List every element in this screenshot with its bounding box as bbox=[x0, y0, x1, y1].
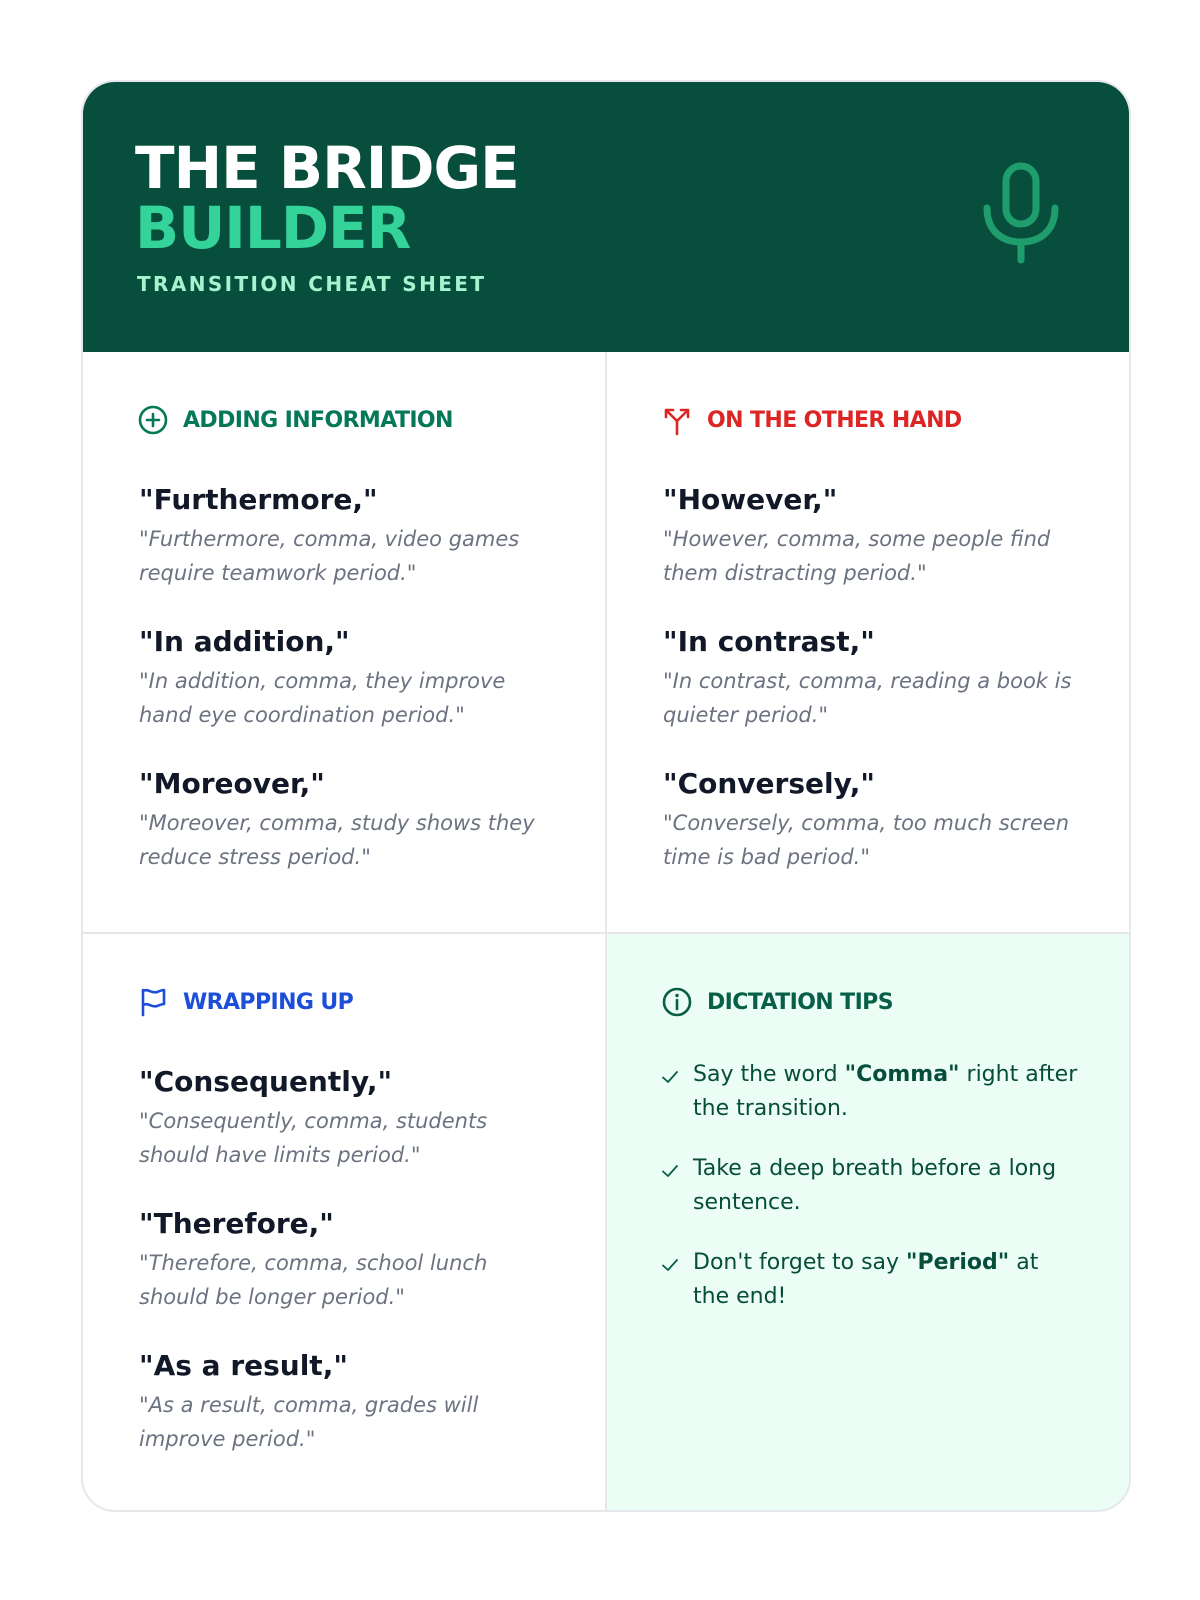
section-header bbox=[661, 986, 893, 1018]
phrase-list bbox=[139, 482, 559, 908]
tip-item bbox=[661, 1152, 1081, 1220]
check-icon bbox=[661, 1256, 679, 1274]
example-sentence: "Furthermore, comma, video games require teamwork period." bbox=[139, 527, 520, 585]
example-sentence: "Conversely, comma, too much screen time is bad period." bbox=[663, 811, 1070, 869]
section-title: ADDING INFORMATION bbox=[183, 407, 453, 433]
transition-phrase: "As a result," bbox=[139, 1349, 348, 1382]
check-icon bbox=[661, 1162, 679, 1180]
tip-text: at the end! bbox=[693, 1250, 1039, 1309]
tip-text: right after the transition. bbox=[693, 1062, 1078, 1121]
list-item bbox=[139, 1064, 559, 1206]
transition-phrase: "In addition," bbox=[139, 625, 350, 658]
transition-phrase: "Moreover," bbox=[139, 767, 325, 800]
example-sentence: "Consequently, comma, students should have limits period." bbox=[139, 1109, 488, 1167]
example-sentence: "In addition, comma, they improve hand eye coordination period." bbox=[139, 669, 506, 727]
info-circle-icon bbox=[661, 986, 693, 1018]
section-header bbox=[137, 404, 453, 436]
section-adding-information bbox=[83, 352, 607, 934]
tip-keyword: "Comma" bbox=[844, 1062, 960, 1087]
list-item bbox=[139, 1206, 559, 1348]
example-sentence: "In contrast, comma, reading a book is quieter period." bbox=[663, 669, 1072, 727]
header-banner bbox=[83, 82, 1129, 352]
example-sentence: "As a result, comma, grades will improve period." bbox=[139, 1393, 479, 1451]
tips-list bbox=[661, 1058, 1081, 1340]
section-title: WRAPPING UP bbox=[183, 989, 354, 1015]
list-item bbox=[139, 624, 559, 766]
transition-phrase: "Consequently," bbox=[139, 1065, 393, 1098]
tip-keyword: "Period" bbox=[906, 1250, 1010, 1275]
subtitle: TRANSITION CHEAT SHEET bbox=[137, 272, 487, 296]
plus-circle-icon bbox=[137, 404, 169, 436]
section-header bbox=[137, 986, 353, 1018]
list-item bbox=[663, 624, 1083, 766]
transition-phrase: "Conversely," bbox=[663, 767, 875, 800]
transition-phrase: "In contrast," bbox=[663, 625, 875, 658]
list-item bbox=[139, 482, 559, 624]
cheat-sheet-card bbox=[81, 80, 1131, 1512]
section-title: DICTATION TIPS bbox=[707, 989, 893, 1015]
section-dictation-tips bbox=[607, 934, 1131, 1512]
tip-text: Take a deep breath before a long sentence. bbox=[693, 1156, 1057, 1215]
list-item bbox=[663, 482, 1083, 624]
tip-text: Say the word bbox=[693, 1062, 845, 1087]
microphone-icon bbox=[981, 162, 1061, 266]
transition-phrase: "Therefore," bbox=[139, 1207, 334, 1240]
example-sentence: "However, comma, some people find them distracting period." bbox=[663, 527, 1051, 585]
tip-item bbox=[661, 1058, 1081, 1126]
tip-item bbox=[661, 1246, 1081, 1314]
list-item bbox=[139, 766, 559, 908]
phrase-list bbox=[139, 1064, 559, 1490]
section-on-the-other-hand bbox=[607, 352, 1131, 934]
tip-text: Don't forget to say bbox=[693, 1250, 907, 1275]
split-arrows-icon bbox=[661, 404, 693, 436]
title-line-1: THE BRIDGE bbox=[135, 134, 519, 202]
flag-icon bbox=[137, 986, 169, 1018]
example-sentence: "Moreover, comma, study shows they reduce stress period." bbox=[139, 811, 535, 869]
transition-phrase: "However," bbox=[663, 483, 838, 516]
title-line-2: BUILDER bbox=[135, 194, 411, 262]
list-item bbox=[139, 1348, 559, 1490]
section-wrapping-up bbox=[83, 934, 607, 1512]
section-header bbox=[661, 404, 962, 436]
section-title: ON THE OTHER HAND bbox=[707, 407, 962, 433]
phrase-list bbox=[663, 482, 1083, 908]
list-item bbox=[663, 766, 1083, 908]
transition-phrase: "Furthermore," bbox=[139, 483, 378, 516]
example-sentence: "Therefore, comma, school lunch should be longer period." bbox=[139, 1251, 488, 1309]
check-icon bbox=[661, 1068, 679, 1086]
